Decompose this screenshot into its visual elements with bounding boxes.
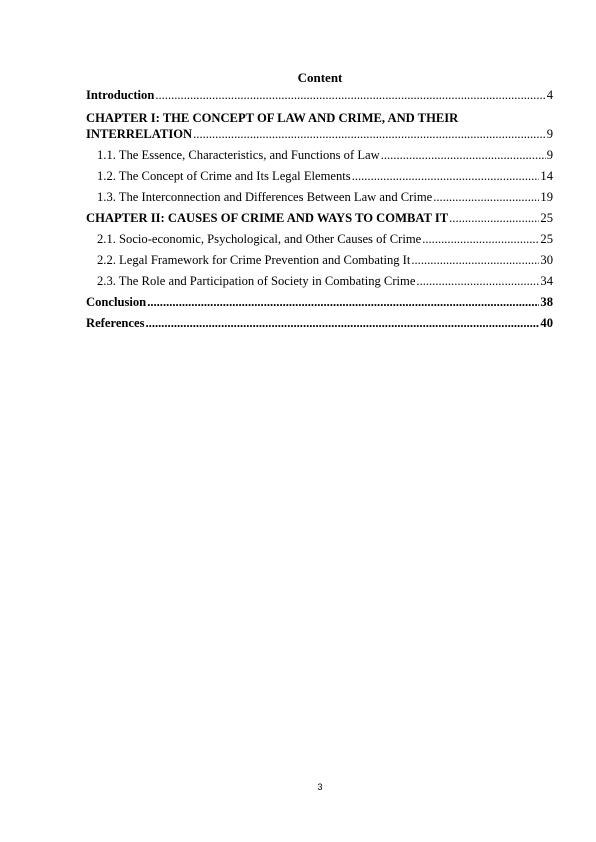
toc-entry-page: 38	[540, 295, 553, 309]
dot-leader	[411, 252, 539, 268]
toc-entry-title: References	[86, 316, 145, 330]
toc-entry-title: CHAPTER II: CAUSES OF CRIME AND WAYS TO COMBAT IT	[86, 211, 449, 225]
dot-leader	[422, 231, 539, 247]
toc-entry-title: Conclusion	[86, 295, 147, 309]
toc-entry-chapter2	[86, 210, 553, 226]
toc-entry-page: 9	[546, 148, 553, 162]
toc-entry-section-1-3	[86, 189, 553, 205]
dot-leader	[352, 168, 540, 184]
toc-entry-page: 4	[546, 88, 553, 102]
table-of-contents	[86, 87, 553, 331]
toc-entry-title: 1.2. The Concept of Crime and Its Legal Elements	[97, 169, 351, 183]
dot-leader	[449, 210, 539, 226]
toc-entry-references	[86, 315, 553, 331]
toc-entry-section-2-2	[86, 252, 553, 268]
dot-leader	[416, 273, 539, 289]
toc-entry-section-1-1	[86, 147, 553, 163]
toc-entry-page: 34	[540, 274, 553, 288]
toc-entry-title: INTERRELATION	[86, 127, 193, 141]
dot-leader	[381, 147, 546, 163]
toc-chapter1-heading-line1: CHAPTER I: THE CONCEPT OF LAW AND CRIME, AND THEIR	[86, 111, 459, 125]
toc-entry-conclusion	[86, 294, 553, 310]
toc-entry-page: 19	[540, 190, 553, 204]
toc-entry-page: 25	[540, 211, 553, 225]
toc-entry-page: 40	[540, 316, 553, 330]
dot-leader	[193, 126, 546, 142]
toc-entry-section-2-3	[86, 273, 553, 289]
toc-entry-title: Introduction	[86, 88, 155, 102]
toc-entry-page: 30	[540, 253, 553, 267]
page-number: 3	[317, 782, 323, 792]
toc-entry-title: 1.1. The Essence, Characteristics, and Functions of Law	[97, 148, 380, 162]
toc-entry-introduction	[86, 87, 553, 103]
toc-entry-section-1-2	[86, 168, 553, 184]
dot-leader	[146, 315, 540, 331]
dot-leader	[155, 87, 545, 103]
dot-leader	[433, 189, 539, 205]
toc-entry-title: 2.2. Legal Framework for Crime Prevention and Combating It	[97, 253, 411, 267]
toc-entry-page: 9	[546, 127, 553, 141]
toc-entry-title: 2.1. Socio-economic, Psychological, and Other Causes of Crime	[97, 232, 422, 246]
toc-entry-page: 25	[540, 232, 553, 246]
dot-leader	[147, 294, 539, 310]
toc-entry-title: 2.3. The Role and Participation of Society in Combating Crime	[97, 274, 416, 288]
toc-entry-title: 1.3. The Interconnection and Differences Between Law and Crime	[97, 190, 433, 204]
toc-entry-page: 14	[540, 169, 553, 183]
toc-entry-section-2-1	[86, 231, 553, 247]
toc-entry-chapter1	[86, 126, 553, 142]
page-title: Content	[297, 70, 343, 85]
